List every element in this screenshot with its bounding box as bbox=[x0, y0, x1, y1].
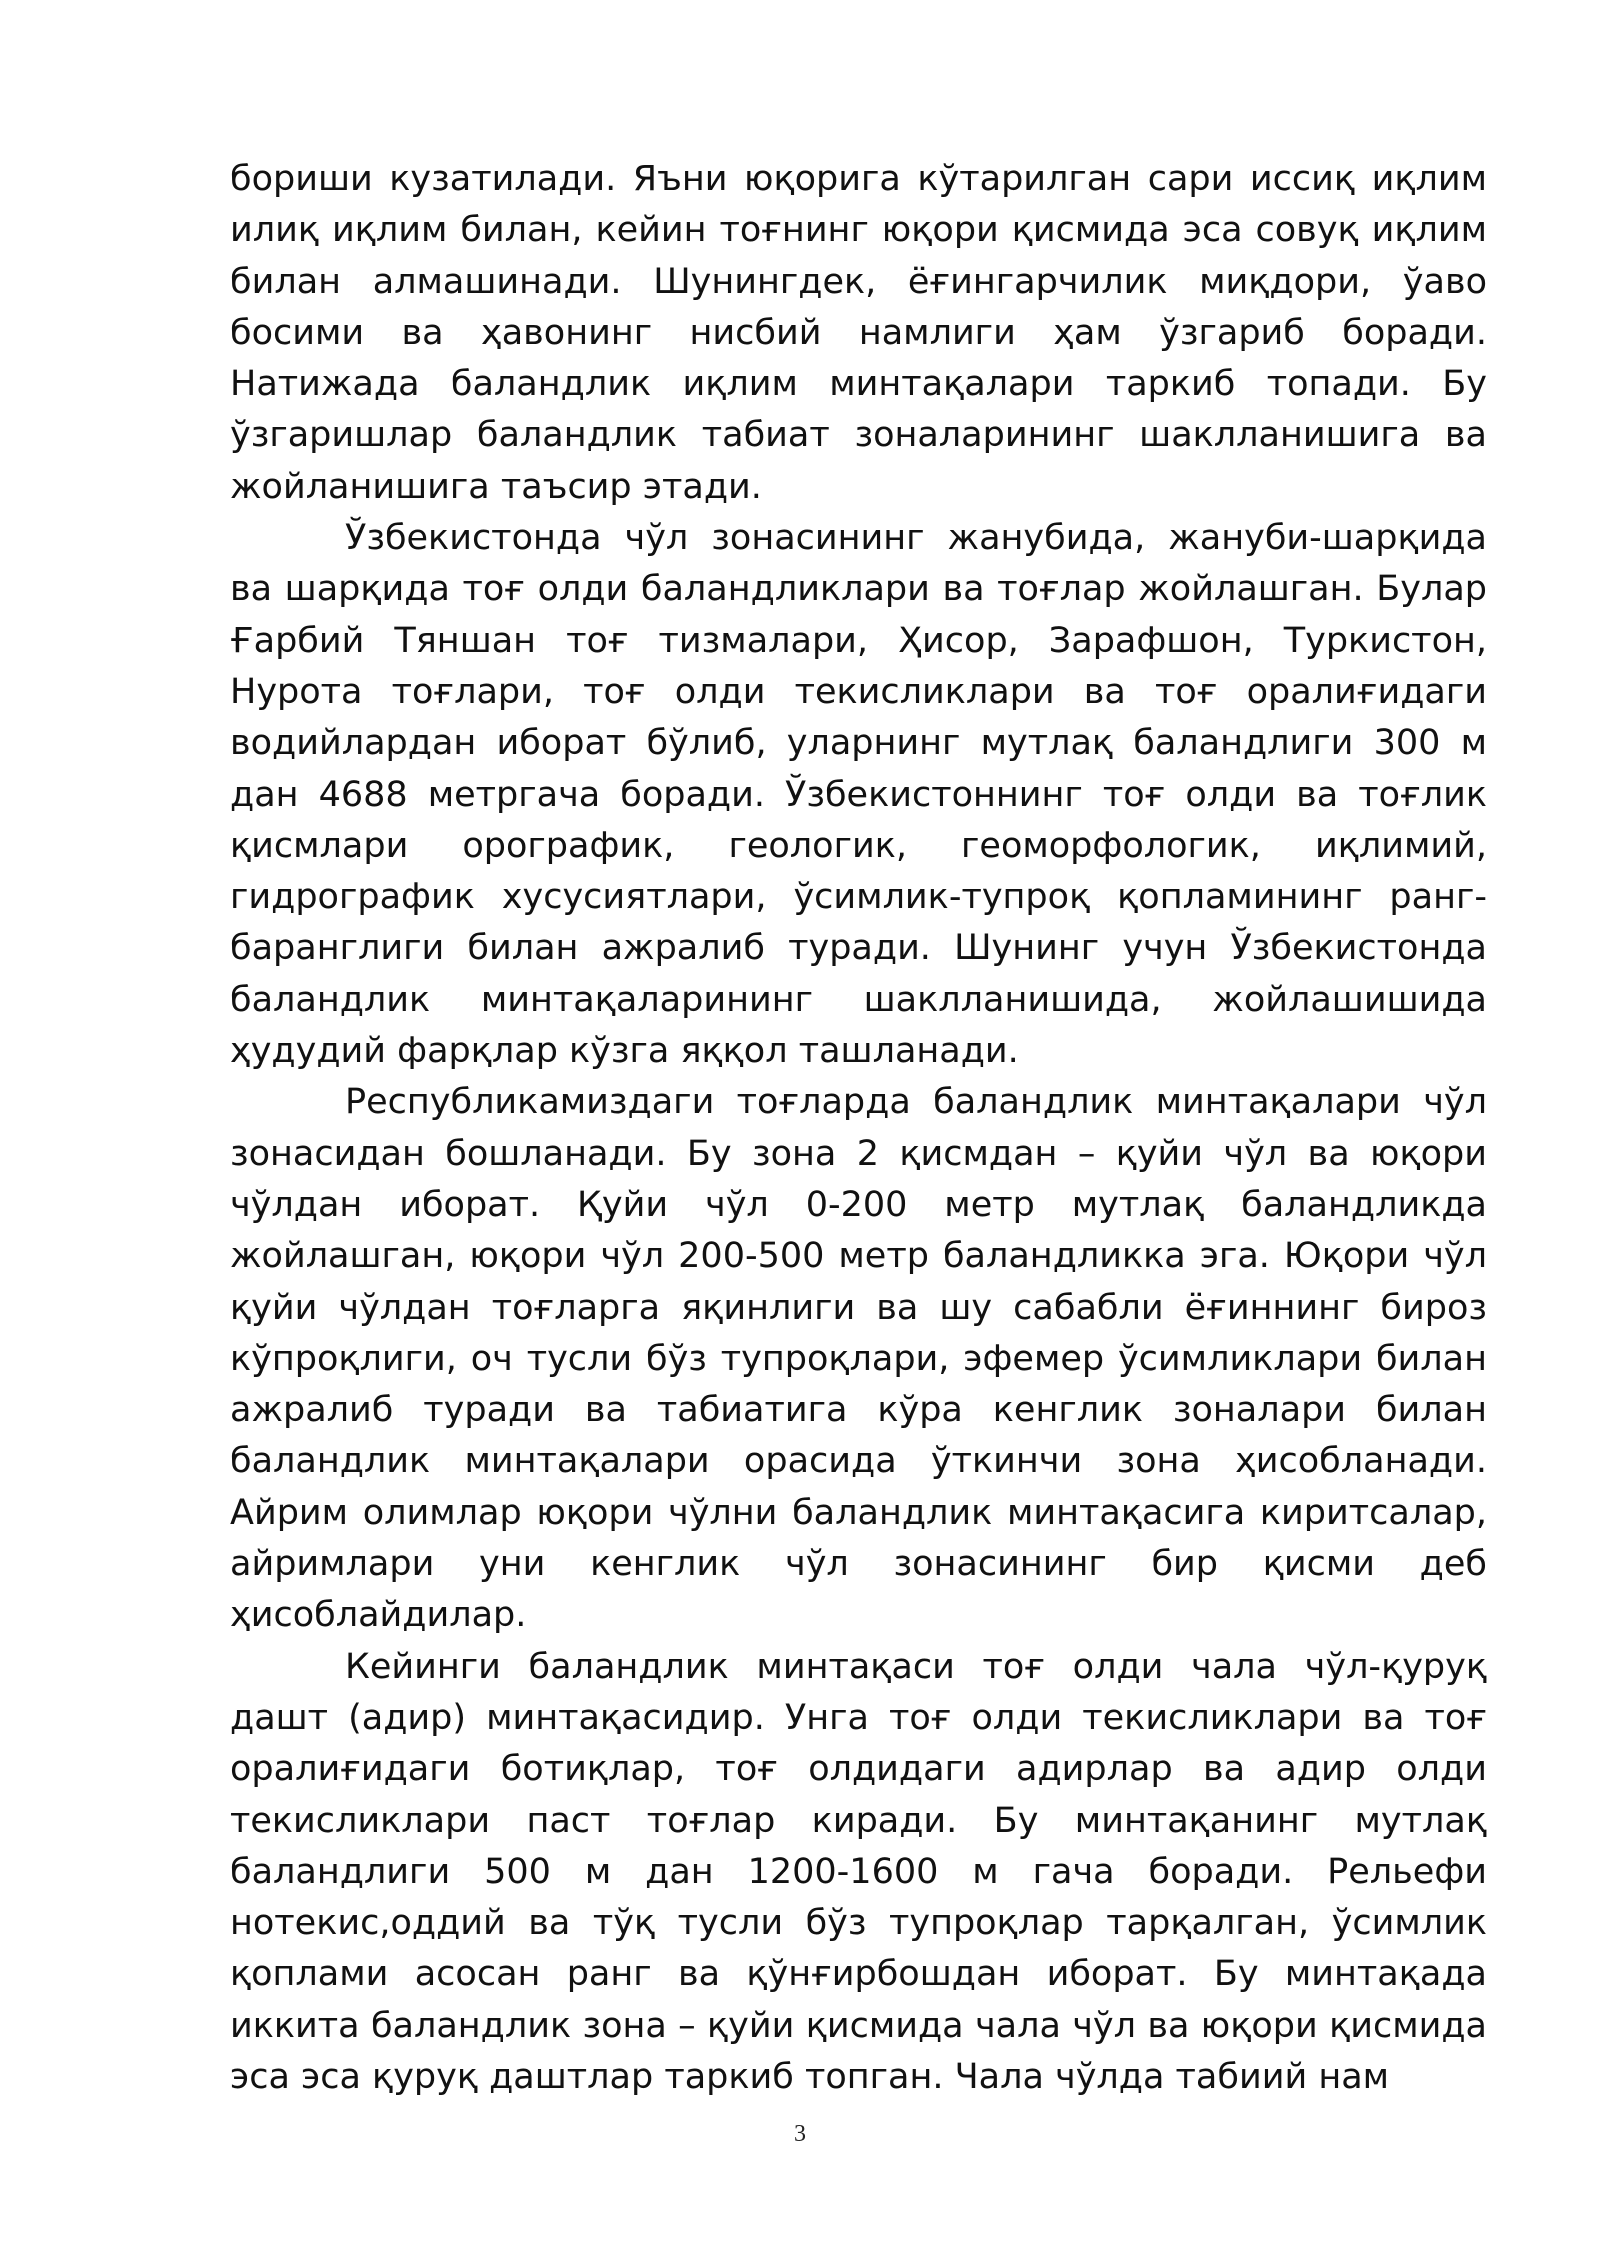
body-text bbox=[230, 154, 1487, 2103]
paragraph-4: Кейинги баландлик минтақаси тоғ олди чала чўл-қуруқ дашт (адир) минтақасидир. Унга тоғ олди текисликлари ва тоғ оралиғидаги ботиқлар, тоғ олдидаги адирлар ва адир олди текисликлари паст тоғлар киради. Бу минтақанинг мутлақ баландлиги 500 м дан 1200-1600 м гача боради. Рельефи нотекис,оддий ва тўқ тусли бўз тупроқлар тарқалган, ўсимлик қоплами асосан ранг ва қўнғирбошдан иборат. Бу минтақада иккита баландлик зона – қуйи қисмида чала чўл ва юқори қисмида эса эса қуруқ даштлар таркиб топган. Чала чўлда табиий нам bbox=[230, 1646, 1487, 2097]
paragraph-1: бориши кузатилади. Яъни юқорига кўтарилган сари иссиқ иқлим илиқ иқлим билан, кейин тоғнинг юқори қисмида эса совуқ иқлим билан алмашинади. Шунингдек, ёғингарчилик миқдори, ўаво босими ва ҳавонинг нисбий намлиги ҳам ўзгариб боради. Натижада баландлик иқлим минтақалари таркиб топади. Бу ўзгаришлар баландлик табиат зоналарининг шаклланишига ва жойланишига таъсир этади. bbox=[230, 159, 1487, 507]
paragraph-2: Ўзбекистонда чўл зонасининг жанубида, жануби-шарқида ва шарқида тоғ олди баландликлари ва тоғлар жойлашган. Булар Ғарбий Тяншан тоғ тизмалари, Ҳисор, Зарафшон, Туркистон, Нурота тоғлари, тоғ олди текисликлари ва тоғ оралиғидаги водийлардан иборат бўлиб, уларнинг мутлақ баландлиги 300 м дан 4688 метргача боради. Ўзбекистоннинг тоғ олди ва тоғлик қисмлари орографик, геологик, геоморфологик, иқлимий, гидрографик хусусиятлари, ўсимлик-тупроқ қопламининг ранг-баранглиги билан ажралиб туради. Шунинг учун Ўзбекистонда баландлик минтақаларининг шаклланишида, жойлашишида ҳудудий фарқлар кўзга яққол ташланади. bbox=[230, 518, 1487, 1072]
paragraph-3: Республикамиздаги тоғларда баландлик минтақалари чўл зонасидан бошланади. Бу зона 2 қисмдан – қуйи чўл ва юқори чўлдан иборат. Қуйи чўл 0-200 метр мутлақ баландликда жойлашган, юқори чўл 200-500 метр баландликка эга. Юқори чўл қуйи чўлдан тоғларга яқинлиги ва шу сабабли ёғиннинг бироз кўпроқлиги, оч тусли бўз тупроқлари, эфемер ўсимликлари билан ажралиб туради ва табиатига кўра кенглик зоналари билан баландлик минтақалари орасида ўткинчи зона ҳисобланади. Айрим олимлар юқори чўлни баландлик минтақасига киритсалар, айримлари уни кенглик чўл зонасининг бир қисми деб ҳисоблайдилар. bbox=[230, 1082, 1487, 1636]
page-number: 3 bbox=[794, 2121, 806, 2147]
